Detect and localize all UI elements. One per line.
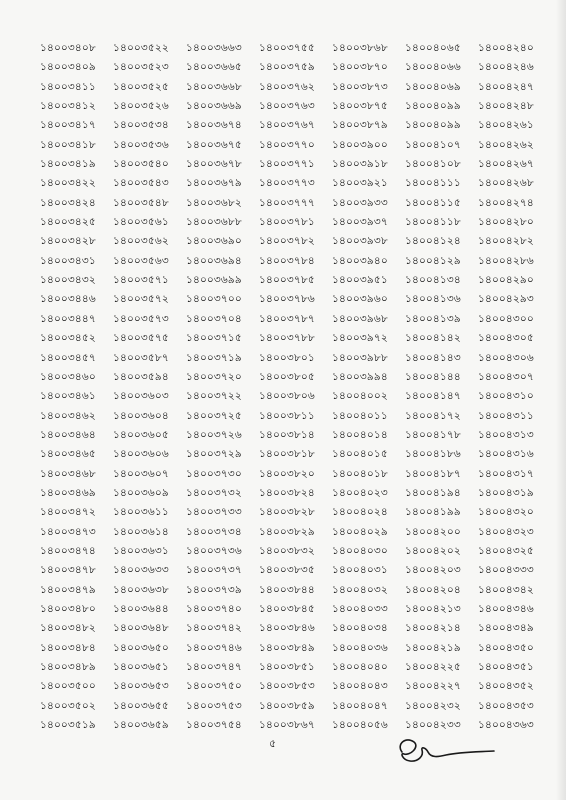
roll-number-cell: ১৪০০৩৮৭৩ [332, 80, 388, 93]
roll-number-cell: ১৪০০৩৫২৬ [113, 100, 169, 113]
roll-number-cell: ১৪০০৩৭৭১ [259, 158, 315, 171]
roll-number-cell: ১৪০০৩৬০৯ [113, 486, 169, 499]
roll-number-cell: ১৪০০৩৮০৬ [259, 390, 315, 403]
roll-number-cell: ১৪০০৩৭২২ [186, 390, 242, 403]
roll-number-cell: ১৪০০৩৯৩৭ [332, 216, 388, 229]
roll-number-cell: ১৪০০৩৮৭৯ [332, 119, 388, 132]
roll-number-cell: ১৪০০৩৭৩৪ [186, 525, 242, 538]
roll-number-cell: ১৪০০৪০৩০ [332, 544, 388, 557]
roll-number-cell: ১৪০০৩৮২৮ [259, 506, 315, 519]
roll-number-cell: ১৪০০৩৮১১ [259, 409, 315, 422]
roll-number-cell: ১৪০০৩৮৩২ [259, 544, 315, 557]
roll-number-cell: ১৪০০৩৮০১ [259, 351, 315, 364]
roll-number-cell: ১৪০০৪২৬২ [478, 138, 534, 151]
roll-number-cell: ১৪০০৪০৬৯ [405, 80, 461, 93]
roll-number-cell: ১৪০০৩৮৭০ [332, 61, 388, 74]
roll-number-cell: ১৪০০৩৭৫০ [186, 680, 242, 693]
roll-number-cell: ১৪০০৪১১১ [405, 177, 461, 190]
roll-number-cell: ১৪০০৪২৬১ [478, 119, 534, 132]
roll-number-cell: ১৪০০৩৯১৮ [332, 158, 388, 171]
roll-number-cell: ১৪০০৩৪১২ [40, 100, 96, 113]
roll-number-cell: ১৪০০৩৪১৯ [40, 158, 96, 171]
roll-number-cell: ১৪০০৪২৪৮ [478, 100, 534, 113]
roll-number-cell: ১৪০০৩৭৪৭ [186, 661, 242, 673]
roll-number-cell: ১৪০০৩৮৬৭ [259, 719, 315, 732]
roll-number-cell: ১৪০০৩৭৫৪ [186, 719, 242, 732]
roll-number-cell: ১৪০০৩৪২৮ [40, 235, 96, 248]
roll-number-cell: ১৪০০৩৭৫৫ [259, 42, 315, 54]
roll-number-cell: ১৪০০৩৪২৫ [40, 216, 96, 229]
roll-number-cell: ১৪০০৩৯৪০ [332, 254, 388, 267]
roll-number-cell: ১৪০০৪৩৬৩ [478, 719, 534, 732]
roll-number-cell: ১৪০০৪৩১৯ [478, 486, 534, 499]
roll-number-cell: ১৪০০৩৫৭২ [113, 293, 169, 306]
roll-number-cell: ১৪০০৪০৩১ [332, 564, 388, 577]
roll-number-cell: ১৪০০৩৬১৪ [113, 525, 169, 538]
roll-number-cell: ১৪০০৩৫৪০ [113, 158, 169, 171]
roll-number-cell: ১৪০০৪২৪৬ [478, 61, 534, 74]
roll-number-cell: ১৪০০৩৫২৩ [113, 61, 169, 74]
roll-number-cell: ১৪০০৩৪০৯ [40, 61, 96, 74]
roll-number-cell: ১৪০০৪০৬৬ [405, 61, 461, 74]
roll-number-cell: ১৪০০৩৭২৬ [186, 428, 242, 441]
roll-number-cell: ১৪০০৩৯৯৪ [332, 370, 388, 383]
roll-number-cell: ১৪০০৪১৩৬ [405, 293, 461, 306]
roll-number-cell: ১৪০০৩৭৬২ [259, 80, 315, 93]
roll-number-cell: ১৪০০৩৪৩২ [40, 274, 96, 287]
roll-number-cell: ১৪০০৩৪৮৯ [40, 661, 96, 673]
roll-number-cell: ১৪০০৩৮১৪ [259, 428, 315, 441]
roll-number-cell: ১৪০০৩৭৬৭ [259, 119, 315, 132]
roll-number-cell: ১৪০০৪০০২ [332, 390, 388, 403]
roll-number-cell: ১৪০০৪০৩৬ [332, 641, 388, 654]
roll-number-cell: ১৪০০৩৭৭০ [259, 138, 315, 151]
roll-number-cell: ১৪০০৪১৪৩ [405, 351, 461, 364]
roll-number-cell: ১৪০০৩৪১৮ [40, 138, 96, 151]
roll-number-cell: ১৪০০৪৩৫০ [478, 641, 534, 654]
roll-number-cell: ১৪০০৪২৪০ [478, 42, 534, 54]
roll-number-cell: ১৪০০৪০১৫ [332, 448, 388, 461]
roll-number-cell: ১৪০০৩৮১৮ [259, 448, 315, 461]
roll-number-cell: ১৪০০৩৮৫৩ [259, 680, 315, 693]
roll-number-cell: ১৪০০৩৬৪৮ [113, 622, 169, 635]
roll-number-cell: ১৪০০৪৩১৩ [478, 428, 534, 441]
roll-number-cell: ১৪০০৪২৭৪ [478, 196, 534, 209]
roll-number-cell: ১৪০০৪৩১৭ [478, 467, 534, 480]
roll-number-cell: ১৪০০৪১৪২ [405, 332, 461, 345]
roll-number-cell: ১৪০০৩৪৭২ [40, 506, 96, 519]
roll-number-cell: ১৪০০৩৯৬০ [332, 293, 388, 306]
roll-number-cell: ১৪০০৩৬৮৮ [186, 216, 242, 229]
roll-number-cell: ১৪০০৪১৪৪ [405, 370, 461, 383]
roll-number-cell: ১৪০০৩৫২২ [113, 42, 169, 54]
roll-number-cell: ১৪০০৩৭৪২ [186, 622, 242, 635]
roll-number-cell: ১৪০০৪২৪৭ [478, 80, 534, 93]
roll-number-cell: ১৪০০৩৪৫২ [40, 332, 96, 345]
roll-number-cell: ১৪০০৩৬৩১ [113, 544, 169, 557]
roll-number-cell: ১৪০০৩৭০৪ [186, 312, 242, 325]
roll-number-cell: ১৪০০৩৪১১ [40, 80, 96, 93]
roll-number-cell: ১৪০০৩৮০৫ [259, 370, 315, 383]
roll-number-cell: ১৪০০৪২০৪ [405, 583, 461, 596]
roll-number-cell: ১৪০০৩৬৫৫ [113, 699, 169, 712]
roll-number-cell: ১৪০০৪২১৩ [405, 602, 461, 615]
roll-number-cell: ১৪০০৪০১৪ [332, 428, 388, 441]
roll-number-cell: ১৪০০৩৫৬৩ [113, 254, 169, 267]
roll-number-cell: ১৪০০৩৪৬৮ [40, 467, 96, 480]
roll-number-cell: ১৪০০৪১৭৮ [405, 428, 461, 441]
roll-number-cell: ১৪০০৩৬৩৮ [113, 583, 169, 596]
roll-number-cell: ১৪০০৪৩০৬ [478, 351, 534, 364]
roll-number-cell: ১৪০০৩৪৮০ [40, 602, 96, 615]
roll-number-cell: ১৪০০৩৭২০ [186, 370, 242, 383]
roll-number-cell: ১৪০০৪০৩৪ [332, 622, 388, 635]
roll-number-cell: ১৪০০৪০২৯ [332, 525, 388, 538]
roll-number-cell: ১৪০০৩৭৮৭ [259, 312, 315, 325]
roll-number-cell: ১৪০০৪২১৯ [405, 641, 461, 654]
page-number: ৫ [269, 737, 277, 750]
roll-number-cell: ১৪০০৩৯৩৮ [332, 235, 388, 248]
roll-number-cell: ১৪০০৪১৩৯ [405, 312, 461, 325]
roll-number-cell: ১৪০০৪২১৪ [405, 622, 461, 635]
roll-number-cell: ১৪০০৩৭৩৭ [186, 564, 242, 577]
roll-number-cell: ১৪০০৩৬৯০ [186, 235, 242, 248]
roll-number-cell: ১৪০০৪১৮৭ [405, 467, 461, 480]
roll-number-cell: ১৪০০৩৬০৫ [113, 428, 169, 441]
roll-number-cell: ১৪০০৩৪৭৪ [40, 544, 96, 557]
roll-number-cell: ১৪০০৪১৯৯ [405, 506, 461, 519]
roll-number-cell: ১৪০০৩৪৭৩ [40, 525, 96, 538]
roll-number-cell: ১৪০০৪২৯৩ [478, 293, 534, 306]
roll-number-cell: ১৪০০৩৭৮৬ [259, 293, 315, 306]
roll-number-cell: ১৪০০৩৬৪৪ [113, 602, 169, 615]
roll-number-cell: ১৪০০৪২৬৭ [478, 158, 534, 171]
roll-number-cell: ১৪০০৩৬৫৩ [113, 680, 169, 693]
roll-number-cell: ১৪০০৪২৯০ [478, 274, 534, 287]
roll-number-cell: ১৪০০৪১২৪ [405, 235, 461, 248]
roll-number-cell: ১৪০০৪৩৪৯ [478, 622, 534, 635]
roll-number-cell: ১৪০০৪২৬৮ [478, 177, 534, 190]
roll-number-cell: ১৪০০৩৬০৬ [113, 448, 169, 461]
roll-number-cell: ১৪০০৩৭৬৩ [259, 100, 315, 113]
roll-number-cell: ১৪০০৩৪৬৫ [40, 448, 96, 461]
roll-number-cell: ১৪০০৩৬৭৮ [186, 158, 242, 171]
roll-number-cell: ১৪০০৪০২৪ [332, 506, 388, 519]
roll-number-cell: ১৪০০৪৩৫১ [478, 661, 534, 673]
roll-number-cell: ১৪০০৩৪০৮ [40, 42, 96, 54]
roll-number-cell: ১৪০০৪৩১৬ [478, 448, 534, 461]
roll-number-cell: ১৪০০৪১৯৪ [405, 486, 461, 499]
roll-number-cell: ১৪০০৩৭৮৮ [259, 332, 315, 345]
roll-number-cell: ১৪০০৩৯৩৩ [332, 196, 388, 209]
roll-number-cell: ১৪০০৩৭৫৩ [186, 699, 242, 712]
roll-number-cell: ১৪০০৩৪৮৪ [40, 641, 96, 654]
roll-number-cell: ১৪০০৪২৩২ [405, 699, 461, 712]
roll-number-cell: ১৪০০৩৮২৯ [259, 525, 315, 538]
roll-number-cell: ১৪০০৩৮৫৯ [259, 699, 315, 712]
roll-number-cell: ১৪০০৩৪৮২ [40, 622, 96, 635]
roll-number-cell: ১৪০০৩৭৪৬ [186, 641, 242, 654]
roll-number-cell: ১৪০০৩৬৬৮ [186, 80, 242, 93]
roll-number-cell: ১৪০০৪৩০০ [478, 312, 534, 325]
roll-number-cell: ১৪০০৪০২৩ [332, 486, 388, 499]
roll-number-cell: ১৪০০৪১৭২ [405, 409, 461, 422]
roll-number-cell: ১৪০০৩৬০৩ [113, 390, 169, 403]
roll-number-cell: ১৪০০৪৩৪৬ [478, 602, 534, 615]
roll-number-cell: ১৪০০৪০৪০ [332, 661, 388, 673]
roll-number-cell: ১৪০০৩৮৪৬ [259, 622, 315, 635]
roll-number-cell: ১৪০০৩৭৮২ [259, 235, 315, 248]
roll-number-cell: ১৪০০৩৯০০ [332, 138, 388, 151]
roll-number-cell: ১৪০০৪৩১১ [478, 409, 534, 422]
roll-number-cell: ১৪০০৩৬৬৩ [186, 42, 242, 54]
roll-number-cell: ১৪০০৪৩৫৩ [478, 699, 534, 712]
roll-number-cell: ১৪০০৪৩০৫ [478, 332, 534, 345]
roll-number-cell: ১৪০০৩৮৩৫ [259, 564, 315, 577]
roll-number-cell: ১৪০০৩৪৭৮ [40, 564, 96, 577]
roll-number-cell: ১৪০০৪১১৫ [405, 196, 461, 209]
roll-number-cell: ১৪০০৩৫৯৪ [113, 370, 169, 383]
roll-number-cell: ১৪০০৩৫০০ [40, 680, 96, 693]
roll-number-cell: ১৪০০৩৫৭৫ [113, 332, 169, 345]
roll-number-cell: ১৪০০৩৫৭১ [113, 274, 169, 287]
roll-number-cell: ১৪০০৩৪২৪ [40, 196, 96, 209]
roll-number-cell: ১৪০০৩৬৫৯ [113, 719, 169, 732]
roll-number-cell: ১৪০০৩৪৬২ [40, 409, 96, 422]
roll-number-cell: ১৪০০৪২০২ [405, 544, 461, 557]
roll-number-cell: ১৪০০৪২৮০ [478, 216, 534, 229]
roll-number-cell: ১৪০০৩৭৪০ [186, 602, 242, 615]
roll-number-cell: ১৪০০৩৭২৫ [186, 409, 242, 422]
roll-number-cell: ১৪০০৩৭৩২ [186, 486, 242, 499]
roll-number-cell: ১৪০০৩৪৬১ [40, 390, 96, 403]
roll-number-cell: ১৪০০৩৫৩৪ [113, 119, 169, 132]
roll-number-cell: ১৪০০৩৯৮৮ [332, 351, 388, 364]
roll-number-cell: ১৪০০৩৪৪৬ [40, 293, 96, 306]
roll-number-cell: ১৪০০৪০৯৯ [405, 119, 461, 132]
roll-number-cell: ১৪০০৩৮২০ [259, 467, 315, 480]
roll-number-cell: ১৪০০৩৬৭৯ [186, 177, 242, 190]
roll-number-cell: ১৪০০৩৭৮১ [259, 216, 315, 229]
roll-number-cell: ১৪০০৩৭১৫ [186, 332, 242, 345]
roll-number-cell: ১৪০০৪১০৮ [405, 158, 461, 171]
roll-number-cell: ১৪০০৩৮২৪ [259, 486, 315, 499]
roll-number-cell: ১৪০০৪১০৭ [405, 138, 461, 151]
roll-number-cell: ১৪০০৪৩২০ [478, 506, 534, 519]
roll-number-cell: ১৪০০৩৪৭৯ [40, 583, 96, 596]
roll-number-cell: ১৪০০৪০৩২ [332, 583, 388, 596]
roll-number-cell: ১৪০০৩৮৪৪ [259, 583, 315, 596]
roll-number-cell: ১৪০০৩৮৫১ [259, 661, 315, 673]
roll-number-cell: ১৪০০৩৪১৭ [40, 119, 96, 132]
roll-number-grid [40, 39, 550, 735]
roll-number-cell: ১৪০০৩৭১৯ [186, 351, 242, 364]
roll-number-cell: ১৪০০৩৬৫১ [113, 661, 169, 673]
roll-number-cell: ১৪০০৩৬৬৫ [186, 61, 242, 74]
roll-number-cell: ১৪০০৩৭৩৩ [186, 506, 242, 519]
roll-number-cell: ১৪০০৪০৪৩ [332, 680, 388, 693]
roll-number-cell: ১৪০০৪০১৮ [332, 467, 388, 480]
roll-number-cell: ১৪০০৪২২৭ [405, 680, 461, 693]
roll-number-cell: ১৪০০৩৭০০ [186, 293, 242, 306]
roll-number-cell: ১৪০০৩৭৩৬ [186, 544, 242, 557]
roll-number-cell: ১৪০০৩৮৬৮ [332, 42, 388, 54]
roll-number-cell: ১৪০০৩৬৬৯ [186, 100, 242, 113]
roll-number-cell: ১৪০০৩৬৭৫ [186, 138, 242, 151]
roll-number-cell: ১৪০০৪৩১০ [478, 390, 534, 403]
roll-number-cell: ১৪০০৩৭৮৫ [259, 274, 315, 287]
roll-number-cell: ১৪০০৪২০০ [405, 525, 461, 538]
roll-number-cell: ১৪০০৪৩২৫ [478, 544, 534, 557]
roll-number-cell: ১৪০০৩৯২১ [332, 177, 388, 190]
roll-number-cell: ১৪০০৩৬০৭ [113, 467, 169, 480]
roll-number-cell: ১৪০০৪১২৯ [405, 254, 461, 267]
roll-number-cell: ১৪০০৪২০৩ [405, 564, 461, 577]
roll-number-cell: ১৪০০৩৭৮৪ [259, 254, 315, 267]
roll-number-cell: ১৪০০৪৩৪২ [478, 583, 534, 596]
roll-number-cell: ১৪০০৩৫৬১ [113, 216, 169, 229]
roll-number-cell: ১৪০০৩৫৩৬ [113, 138, 169, 151]
roll-number-cell: ১৪০০৩৫৭৩ [113, 312, 169, 325]
roll-number-cell: ১৪০০৩৬৭৪ [186, 119, 242, 132]
handwritten-signature [388, 730, 498, 770]
roll-number-cell: ১৪০০৩৭৩৯ [186, 583, 242, 596]
roll-number-cell: ১৪০০৩৬৯৯ [186, 274, 242, 287]
roll-number-cell: ১৪০০৪১৮৬ [405, 448, 461, 461]
roll-number-cell: ১৪০০৩৭৩০ [186, 467, 242, 480]
roll-number-cell: ১৪০০৪০১১ [332, 409, 388, 422]
roll-number-cell: ১৪০০৩৫২৫ [113, 80, 169, 93]
roll-number-cell: ১৪০০৪২৩৩ [405, 719, 461, 732]
roll-number-cell: ১৪০০৩৪৬০ [40, 370, 96, 383]
roll-number-cell: ১৪০০৩৬৫০ [113, 641, 169, 654]
roll-number-cell: ১৪০০৩৫৪৩ [113, 177, 169, 190]
roll-number-cell: ১৪০০৪০৩৩ [332, 602, 388, 615]
roll-number-cell: ১৪০০৩৫৪৮ [113, 196, 169, 209]
roll-number-cell: ১৪০০৩৫৮৭ [113, 351, 169, 364]
roll-number-cell: ১৪০০৩৫১৯ [40, 719, 96, 732]
roll-number-cell: ১৪০০৩৮৪৫ [259, 602, 315, 615]
roll-number-cell: ১৪০০৪১৪৭ [405, 390, 461, 403]
roll-number-cell: ১৪০০৪১৩৪ [405, 274, 461, 287]
roll-number-cell: ১৪০০৩৭৭৭ [259, 196, 315, 209]
roll-number-cell: ১৪০০৪৩০৭ [478, 370, 534, 383]
roll-number-cell: ১৪০০৩৮৭৫ [332, 100, 388, 113]
roll-number-cell: ১৪০০৪৩৩৩ [478, 564, 534, 577]
roll-number-cell: ১৪০০৩৪৫৭ [40, 351, 96, 364]
roll-number-cell: ১৪০০৩৫৬২ [113, 235, 169, 248]
roll-number-cell: ১৪০০৪৩২৩ [478, 525, 534, 538]
roll-number-cell: ১৪০০৩৫০২ [40, 699, 96, 712]
roll-number-cell: ১৪০০৩৯৭২ [332, 332, 388, 345]
roll-number-cell: ১৪০০৪২৮২ [478, 235, 534, 248]
roll-number-cell: ১৪০০৪১১৮ [405, 216, 461, 229]
roll-number-cell: ১৪০০৪২৮৬ [478, 254, 534, 267]
roll-number-cell: ১৪০০৩৪৬৪ [40, 428, 96, 441]
roll-number-cell: ১৪০০৩৪৪৭ [40, 312, 96, 325]
roll-number-cell: ১৪০০৩৭৫৯ [259, 61, 315, 74]
page-edge-shadow [556, 0, 566, 800]
roll-number-cell: ১৪০০৪০৬৫ [405, 42, 461, 54]
roll-number-cell: ১৪০০৪০৪৭ [332, 699, 388, 712]
roll-number-cell: ১৪০০৩৭৭৩ [259, 177, 315, 190]
roll-number-cell: ১৪০০৩৪৬৯ [40, 486, 96, 499]
roll-number-cell: ১৪০০৩৬০৪ [113, 409, 169, 422]
roll-number-cell: ১৪০০৩৬৮২ [186, 196, 242, 209]
roll-number-cell: ১৪০০৩৬৯৪ [186, 254, 242, 267]
roll-number-cell: ১৪০০৩৬৩৩ [113, 564, 169, 577]
roll-number-cell: ১৪০০৩৮৪৯ [259, 641, 315, 654]
roll-number-cell: ১৪০০৩৭২৯ [186, 448, 242, 461]
roll-number-cell: ১৪০০৩৯৫১ [332, 274, 388, 287]
roll-number-cell: ১৪০০৩৪৩১ [40, 254, 96, 267]
roll-number-cell: ১৪০০৪০৫৬ [332, 719, 388, 732]
roll-number-cell: ১৪০০৪২২৫ [405, 661, 461, 673]
roll-number-cell: ১৪০০৪৩৫২ [478, 680, 534, 693]
roll-number-cell: ১৪০০৩৬১১ [113, 506, 169, 519]
roll-number-cell: ১৪০০৪০৯৯ [405, 100, 461, 113]
roll-number-cell: ১৪০০৩৯৬৮ [332, 312, 388, 325]
roll-number-cell: ১৪০০৩৪২২ [40, 177, 96, 190]
